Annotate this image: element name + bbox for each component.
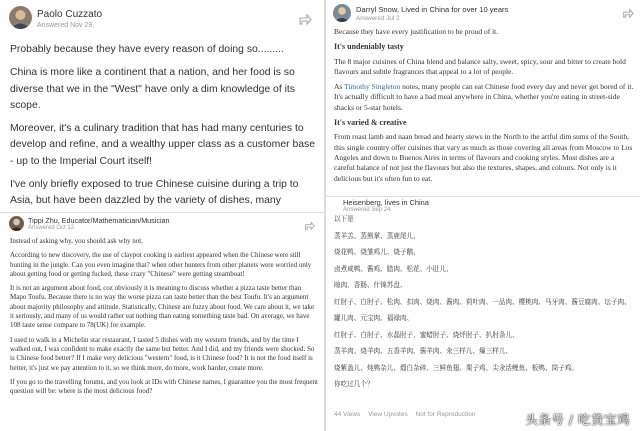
watermark: 头条号 / 吃货宝鸡 (525, 412, 630, 427)
answer-card-a (0, 0, 324, 212)
author-name[interactable]: Tippi Zhu, Educator/Mathematician/Musician (28, 216, 170, 225)
answer-line: 烧紫盖儿、炖鸭杂儿、熘白杂碎、三鲜鱼翅、栗子鸡、尖氽活鲤鱼、板鸭、筒子鸡。 (334, 363, 578, 372)
answer-paragraph: Moreover, it's a culinary tradition that has had many centuries to develop and refine, and a wealthy upper class as a customer base - up to the Imperial Court itself! (10, 123, 315, 167)
answer-line: 蒸羊肉、烧羊肉、五香羊肉、酱羊肉、汆三样儿、爆三样儿、 (334, 347, 513, 355)
answer-date[interactable]: Answered Jul 2 (356, 15, 400, 22)
section-heading: It's undeniably tasty (334, 42, 404, 52)
answer-line: 烧花鸭、烧雏鸡儿、烧子鹅、 (334, 248, 420, 256)
answer-paragraph (334, 82, 634, 113)
answer-date[interactable]: Answered Sep 24 (343, 207, 391, 213)
answer-footer (334, 411, 482, 418)
answer-paragraph: If you go to the travelling forums, and you look at IDs with Chinese names, I guarantee you the most frequent question will be: where is the most delicious food? (10, 377, 318, 396)
user-photo-icon (333, 4, 351, 22)
answer-card-b (0, 213, 324, 431)
answer-line: 晾肉、香肠、什锦苏盘、 (334, 281, 407, 289)
answer-line: 以下是 (334, 215, 354, 223)
user-photo-icon (9, 216, 24, 231)
share-icon[interactable] (304, 218, 315, 236)
answer-date[interactable]: Answered Oct 12 (28, 225, 75, 231)
answer-paragraph: It is not an argument about food, coz obviously it is meaning to discuss whether a pizza taste better than Mapo Toufu. Because there is no way the worse pizza can taste better than the best Toufu. It's an argument about majority philosophy and attitude. Statistically, Chinese are fuzzy about food. We care about it, we take it seriously, and many of us would rather eat nothing than eating something taste bad. On average, we have 108 taste sense compare to 78(UK) for example. (10, 284, 315, 330)
answer-body (10, 42, 316, 212)
avatar[interactable] (9, 216, 24, 231)
answer-paragraph: I've only briefly exposed to true Chinese cuisine during a trip to Asia, but have been dazzled by the variety of dishes, many (10, 179, 299, 207)
answer-line: 红肘子、白肘子、水晶肘子、蜜蜡肘子、烧烀肘子、扒肘条儿、 (334, 330, 519, 339)
user-photo-icon (9, 6, 32, 29)
mention-link[interactable]: Timothy Singleton (344, 82, 401, 92)
section-heading: It's varied & creative (334, 118, 407, 128)
answer-body (10, 237, 318, 401)
reproduction-notice: Not for Reproduction (415, 411, 476, 418)
answer-line: 你吃过几个？ (334, 380, 374, 388)
answer-paragraph: From roast lamb and naan bread and hearty stews in the North to the artful dim sums of the South, this single country offer cuisines that vary as much as those covering all areas from Moscow to Los Angeles and down to Buenos Aires in terms of flavours and cooking styles. Most dishes are a careful balance of not just the flavours but also the textures, shapes, and colours. Not only is it delicious but it's often fun to eat. (334, 132, 633, 183)
answer-line: 卤煮咸鸭、酱鸡、腊肉、松花、小肚儿、 (334, 264, 453, 273)
answer-line: 蒸羊羔、蒸熊掌、蒸鹿尾儿、 (334, 231, 420, 240)
answer-paragraph: The 8 major cuisines of China blend and balance salty, sweet, spicy, sour and bitter to create bold flavours and subtle fragrances that appeal to a lot of people. (334, 56, 626, 76)
answer-paragraph: China is more like a continent that a nation, and her food is so diverse that we in the "West" have only a dim knowledge of its scope. (10, 67, 295, 111)
view-count: 44 Views (334, 411, 361, 418)
text-segment: notes, many people can eat Chinese food every day and never get bored of it. It's actually difficult to have a bad meal anywhere in China, whether you're eating in street-side shacks or 5-star hotels. (334, 82, 634, 112)
answer-paragraph: Probably because they have every reason of doing so......... (10, 44, 284, 55)
answer-paragraph: Because they have every justification to be proud of it. (334, 27, 499, 36)
answer-card-c (326, 0, 640, 196)
answer-date[interactable]: Answered Nov 29, (37, 22, 95, 29)
view-upvotes-link[interactable]: View Upvotes (368, 411, 408, 418)
answer-body (334, 211, 634, 393)
answer-paragraph: I used to walk in a Michelin star restaurant, I tasted 5 dishes with my western friends, and by the time I walked out, I was confident to make exactly the same but better. And I did, and my friends were shocked. So is Chinese food better? If I make very delicious "western" food, is it Chinese food? It is not the food itself is better, it's just we pay attention to it, so we think more, do more, work harder, create more. (10, 335, 315, 372)
answer-body (334, 27, 634, 189)
avatar[interactable] (333, 4, 351, 22)
answer-card-d (326, 197, 640, 431)
answer-paragraph: According to new discovery, the use of claypot cooking is earliest appeared when the Chinese were still hunting in the jungle. Can you even imagine that? when other hunters from other planets were worried only about getting food or getting fucked, these crazy "Chinese" were getting steamboat! (10, 251, 312, 278)
answer-line: 红肘子、白肘子、松肉、扣肉、烧肉、酱肉、荷叶肉、一品肉、樱桃肉、马牙肉、酱豆腐肉、坛子肉、罐儿肉、元宝肉、福禄肉、 (334, 297, 631, 322)
author-name[interactable]: Paolo Cuzzato (37, 9, 103, 20)
author-name[interactable]: Heisenberg, lives in China (343, 198, 429, 207)
author-name[interactable]: Darryl Snow, Lived in China for over 10 years (356, 5, 509, 14)
text-segment: As (334, 82, 343, 92)
avatar[interactable] (9, 6, 32, 29)
share-icon[interactable] (298, 12, 312, 31)
share-icon[interactable] (622, 6, 634, 24)
answer-paragraph: Instead of asking why, you should ask why not. (10, 237, 143, 245)
